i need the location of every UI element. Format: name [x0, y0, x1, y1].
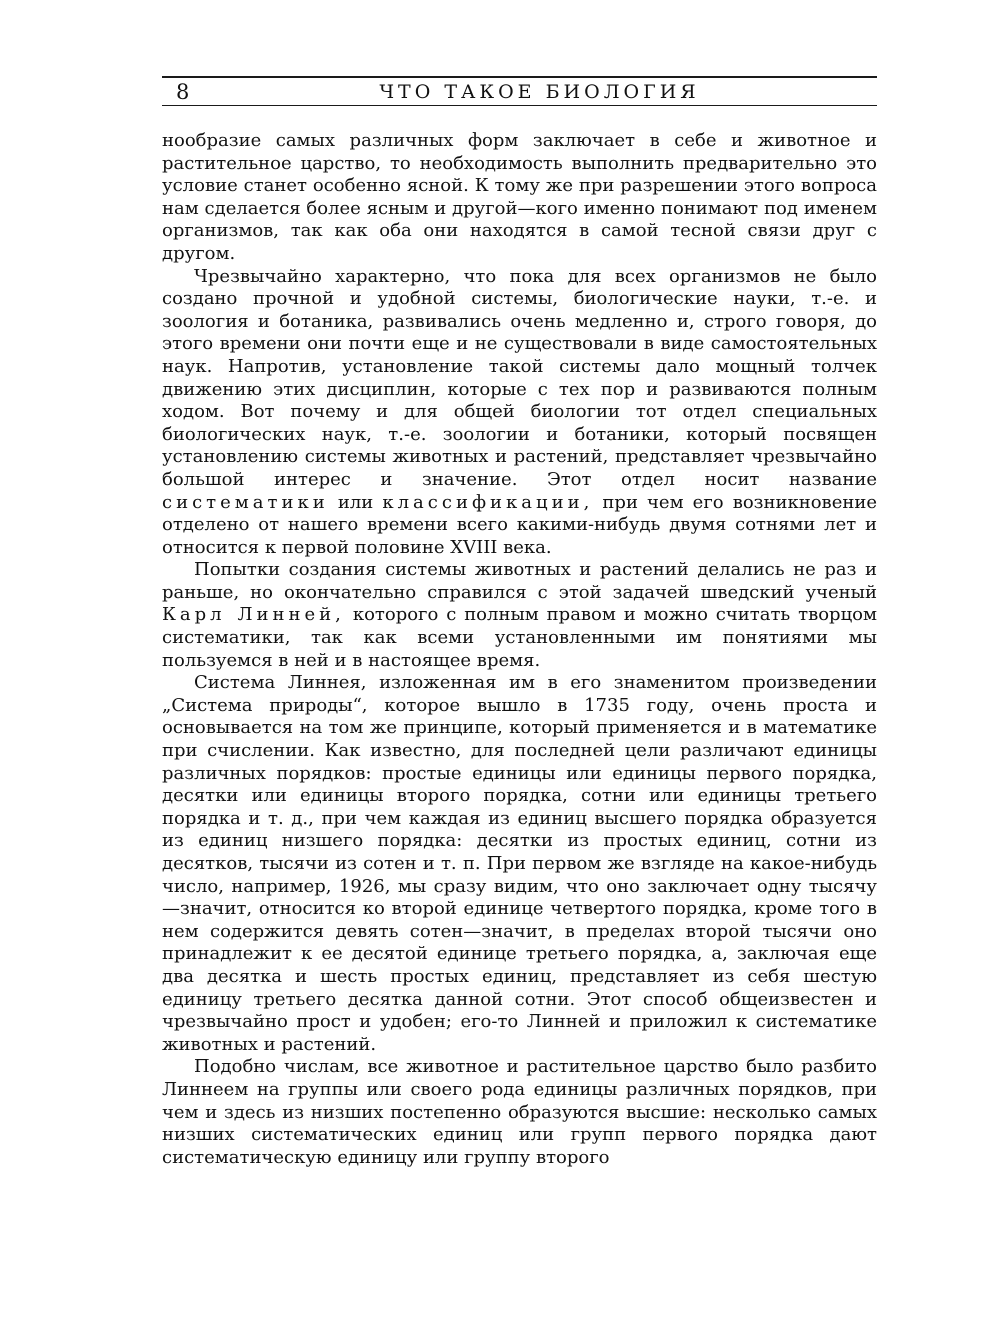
paragraph-3-text-a: Попытки создания системы животных и растений делались не раз и раньше, но окончательно справился с этой задачей шведский ученый [162, 559, 877, 603]
paragraph-3-text-b: которого с полным правом и можно считать творцом систематики, так как всеми установленными им понятиями мы пользуемся в ней и в настоящее время. [162, 604, 877, 671]
page-number: 8 [176, 80, 190, 104]
paragraph-4: Система Линнея, изложенная им в его знаменитом произведении „Система природы“, которое вышло в 1735 году, очень проста и основывается на том же принципе, который применяется и в математике при счислении. Как известно, для последней цели различают единицы различных порядков: простые единицы или единицы первого порядка, десятки или единицы второго порядка, сотни или единицы третьего порядка и т. д., при чем каждая из единиц высшего порядка образуется из единиц низшего порядка: десятки из простых единиц, сотни из десятков, тысячи из сотен и т. п. При первом же взгляде на какое-нибудь число, например, 1926, мы сразу видим, что оно заключает одну тысячу—значит, относится ко второй единице четвертого порядка, кроме того в нем содержится девять сотен—значит, в пределах второй тысячи оно принадлежит к ее десятой единице третьего порядка, а, заключая еще два десятка и шесть простых единиц, представляет из себя шестую единицу третьего десятка данной сотни. Этот способ общеизвестен и чрезвычайно прост и удобен; его-то Линней и приложил к систематике животных и растений. [162, 672, 877, 1055]
paragraph-2 [162, 266, 877, 560]
body-text [162, 130, 877, 1169]
paragraph-2-text-b: или [337, 491, 374, 513]
term-classification: классификации, [382, 491, 594, 513]
name-linnaeus: Карл Линней, [162, 604, 345, 626]
running-header [162, 79, 877, 105]
header-bottom-rule [162, 105, 877, 106]
term-systematics: систематики [162, 491, 329, 513]
running-title: ЧТО ТАКОЕ БИОЛОГИЯ [379, 81, 700, 103]
paragraph-2-text-c: при чем его возникновение отделено от нашего времени всего какими-нибудь двумя сотнями лет и относится к первой половине XVIII века. [162, 491, 877, 558]
paragraph-3 [162, 559, 877, 672]
paragraph-1: нообразие самых различных форм заключает в себе и животное и растительное царство, то необходимость выполнить предварительно это условие станет особенно ясной. К тому же при разрешении этого вопроса нам сделается более ясным и другой—кого именно понимают под именем организмов, так как оба они находятся в самой тесной связи друг с другом. [162, 130, 877, 264]
paragraph-5: Подобно числам, все животное и растительное царство было разбито Линнеем на группы или своего рода единицы различных порядков, при чем и здесь из низших постепенно образуются высшие: несколько самых низших систематических единиц или групп первого порядка дают систематическую единицу или группу второго [162, 1056, 877, 1168]
header-top-rule [162, 76, 877, 78]
paragraph-2-text-a: Чрезвычайно характерно, что пока для всех организмов не было создано прочной и удобной системы, биологические науки, т.-е. и зоология и ботаника, развивались очень медленно и, строго говоря, до этого времени они почти еще и не существовали в виде самостоятельных наук. Напротив, установление такой системы дало мощный толчек движению этих дисциплин, которые с тех пор и развиваются полным ходом. Вот почему и для общей биологии тот отдел специальных биологических наук, т.-е. зоологии и ботаники, который посвящен установлению системы животных и растений, представляет чрезвычайно большой интерес и значение. Этот отдел носит название [162, 265, 877, 490]
